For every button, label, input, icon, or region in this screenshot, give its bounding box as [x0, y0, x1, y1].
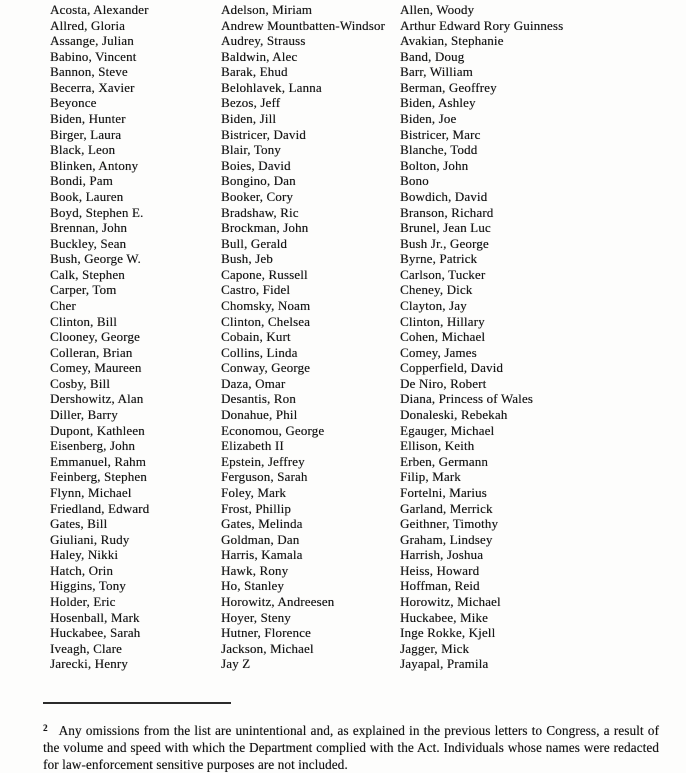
name-entry: Clayton, Jay — [400, 297, 467, 313]
name-list-column-2 — [221, 2, 401, 672]
name-entry: Goldman, Dan — [221, 531, 300, 547]
name-entry: Bush, Jeb — [221, 251, 273, 267]
name-entry: Huckabee, Mike — [400, 609, 489, 625]
name-entry: Epstein, Jeffrey — [221, 453, 305, 469]
name-entry: Brockman, John — [221, 220, 309, 236]
name-entry: Hosenball, Mark — [50, 609, 140, 625]
name-entry: Foley, Mark — [221, 484, 287, 500]
name-entry: Buckley, Sean — [50, 235, 127, 251]
name-entry: Holder, Eric — [50, 593, 116, 609]
name-entry: Feinberg, Stephen — [50, 469, 147, 485]
name-entry: Flynn, Michael — [50, 484, 132, 500]
name-entry: Jay Z — [221, 656, 251, 672]
name-entry: Avakian, Stephanie — [400, 33, 504, 49]
name-entry: Carlson, Tucker — [400, 266, 486, 282]
name-entry: Clinton, Bill — [50, 313, 117, 329]
name-entry: Inge Rokke, Kjell — [400, 625, 496, 641]
name-entry: Jayapal, Pramila — [400, 656, 489, 672]
name-entry: Assange, Julian — [50, 33, 134, 49]
name-entry: Donahue, Phil — [221, 407, 298, 423]
name-list-column-1 — [50, 2, 222, 672]
name-entry: Clinton, Hillary — [400, 313, 485, 329]
name-entry: Blinken, Antony — [50, 157, 139, 173]
name-entry: Boies, David — [221, 157, 291, 173]
name-entry: Hatch, Orin — [50, 562, 114, 578]
name-entry: Diana, Princess of Wales — [400, 391, 534, 407]
name-entry: Blanche, Todd — [400, 142, 478, 158]
name-entry: Haley, Nikki — [50, 547, 119, 563]
name-list-column-3 — [400, 2, 672, 672]
name-entry: Gates, Melinda — [221, 516, 303, 532]
name-entry: Adelson, Miriam — [221, 2, 313, 17]
name-entry: Daza, Omar — [221, 375, 286, 391]
name-entry: Bull, Gerald — [221, 235, 288, 251]
name-entry: Colleran, Brian — [50, 344, 133, 360]
name-entry: Bush Jr., George — [400, 235, 489, 251]
name-entry: Andrew Mountbatten-Windsor — [221, 17, 386, 33]
name-entry: Jagger, Mick — [400, 640, 470, 656]
name-entry: Hoffman, Reid — [400, 578, 480, 594]
name-entry: Chomsky, Noam — [221, 297, 311, 313]
name-entry: Dershowitz, Alan — [50, 391, 144, 407]
name-entry: Bowdich, David — [400, 188, 488, 204]
name-entry: Biden, Hunter — [50, 111, 126, 127]
name-entry: Hawk, Rony — [221, 562, 289, 578]
name-entry: Berman, Geoffrey — [400, 79, 497, 95]
footnote-text: Any omissions from the list are unintentional and, as explained in the previous letters to Congress, a result of the volume and speed with which the Department complied with the Act. Individuals whose names were redacted for law-enforcement sensitive purposes are not included. — [43, 723, 659, 772]
name-entry: Comey, Maureen — [50, 360, 142, 376]
name-entry: Higgins, Tony — [50, 578, 126, 594]
name-entry: Branson, Richard — [400, 204, 494, 220]
name-entry: Cher — [50, 297, 76, 313]
name-entry: Comey, James — [400, 344, 477, 360]
name-entry: Erben, Germann — [400, 453, 489, 469]
name-entry: Horowitz, Michael — [400, 593, 501, 609]
name-entry: Cobain, Kurt — [221, 329, 291, 345]
name-entry: Brunel, Jean Luc — [400, 220, 491, 236]
name-entry: Heiss, Howard — [400, 562, 480, 578]
name-entry: Geithner, Timothy — [400, 516, 499, 532]
name-entry: Jackson, Michael — [221, 640, 314, 656]
name-entry: Bistricer, Marc — [400, 126, 481, 142]
name-entry: Giuliani, Rudy — [50, 531, 130, 547]
name-entry: Bannon, Steve — [50, 64, 128, 80]
name-entry: Filip, Mark — [400, 469, 461, 485]
name-entry: Beyonce — [50, 95, 97, 111]
name-entry: Bezos, Jeff — [221, 95, 281, 111]
name-entry: Bradshaw, Ric — [221, 204, 299, 220]
name-entry: Collins, Linda — [221, 344, 298, 360]
name-entry: Iveagh, Clare — [50, 640, 122, 656]
name-entry: Allred, Gloria — [50, 17, 126, 33]
name-entry: Egauger, Michael — [400, 422, 495, 438]
name-entry: Bongino, Dan — [221, 173, 296, 189]
name-entry: Jarecki, Henry — [50, 656, 128, 672]
name-entry: Eisenberg, John — [50, 438, 136, 454]
name-entry: Carper, Tom — [50, 282, 117, 298]
name-entry: Ferguson, Sarah — [221, 469, 308, 485]
name-entry: Elizabeth II — [221, 438, 284, 454]
name-entry: Desantis, Ron — [221, 391, 296, 407]
name-entry: Baldwin, Alec — [221, 48, 298, 64]
name-entry: Cohen, Michael — [400, 329, 486, 345]
name-entry: Cosby, Bill — [50, 375, 111, 391]
name-entry: Friedland, Edward — [50, 500, 150, 516]
name-entry: Cheney, Dick — [400, 282, 473, 298]
name-entry: Byrne, Patrick — [400, 251, 478, 267]
name-entry: Bondi, Pam — [50, 173, 113, 189]
name-entry: Harrish, Joshua — [400, 547, 484, 563]
name-entry: Hoyer, Steny — [221, 609, 291, 625]
name-entry: Blair, Tony — [221, 142, 281, 158]
name-entry: Huckabee, Sarah — [50, 625, 141, 641]
name-entry: Booker, Cory — [221, 188, 294, 204]
name-entry: Book, Lauren — [50, 188, 124, 204]
name-entry: Emmanuel, Rahm — [50, 453, 146, 469]
name-entry: Graham, Lindsey — [400, 531, 493, 547]
name-entry: Conway, George — [221, 360, 311, 376]
name-entry: Frost, Phillip — [221, 500, 292, 516]
name-entry: De Niro, Robert — [400, 375, 487, 391]
name-entry: Hutner, Florence — [221, 625, 311, 641]
footnote-marker: 2 — [43, 722, 48, 733]
name-entry: Donaleski, Rebekah — [400, 407, 508, 423]
footnote-separator-rule — [43, 702, 231, 704]
name-entry: Economou, George — [221, 422, 325, 438]
name-entry: Birger, Laura — [50, 126, 122, 142]
name-entry: Audrey, Strauss — [221, 33, 306, 49]
name-entry: Band, Doug — [400, 48, 465, 64]
name-entry: Clinton, Chelsea — [221, 313, 311, 329]
name-entry: Capone, Russell — [221, 266, 308, 282]
name-entry: Biden, Joe — [400, 111, 457, 127]
name-entry: Black, Leon — [50, 142, 116, 158]
name-entry: Babino, Vincent — [50, 48, 137, 64]
name-entry: Becerra, Xavier — [50, 79, 135, 95]
name-entry: Gates, Bill — [50, 516, 108, 532]
name-entry: Copperfield, David — [400, 360, 504, 376]
name-entry: Boyd, Stephen E. — [50, 204, 144, 220]
name-entry: Ho, Stanley — [221, 578, 285, 594]
name-entry: Barr, William — [400, 64, 473, 80]
name-entry: Bush, George W. — [50, 251, 141, 267]
name-entry: Barak, Ehud — [221, 64, 288, 80]
name-entry: Diller, Barry — [50, 407, 118, 423]
name-entry: Harris, Kamala — [221, 547, 303, 563]
name-entry: Allen, Woody — [400, 2, 475, 17]
footnote — [43, 723, 659, 773]
name-entry: Bolton, John — [400, 157, 469, 173]
name-entry: Dupont, Kathleen — [50, 422, 145, 438]
name-entry: Bistricer, David — [221, 126, 306, 142]
name-entry: Horowitz, Andreesen — [221, 593, 335, 609]
name-entry: Arthur Edward Rory Guinness — [400, 17, 564, 33]
name-entry: Acosta, Alexander — [50, 2, 149, 17]
name-entry: Bono — [400, 173, 429, 189]
name-entry: Ellison, Keith — [400, 438, 475, 454]
name-entry: Belohlavek, Lanna — [221, 79, 322, 95]
name-entry: Castro, Fidel — [221, 282, 291, 298]
name-entry: Garland, Merrick — [400, 500, 493, 516]
name-entry: Biden, Jill — [221, 111, 277, 127]
name-entry: Fortelni, Marius — [400, 484, 487, 500]
name-entry: Biden, Ashley — [400, 95, 476, 111]
name-entry: Clooney, George — [50, 329, 140, 345]
name-entry: Calk, Stephen — [50, 266, 125, 282]
name-entry: Brennan, John — [50, 220, 128, 236]
